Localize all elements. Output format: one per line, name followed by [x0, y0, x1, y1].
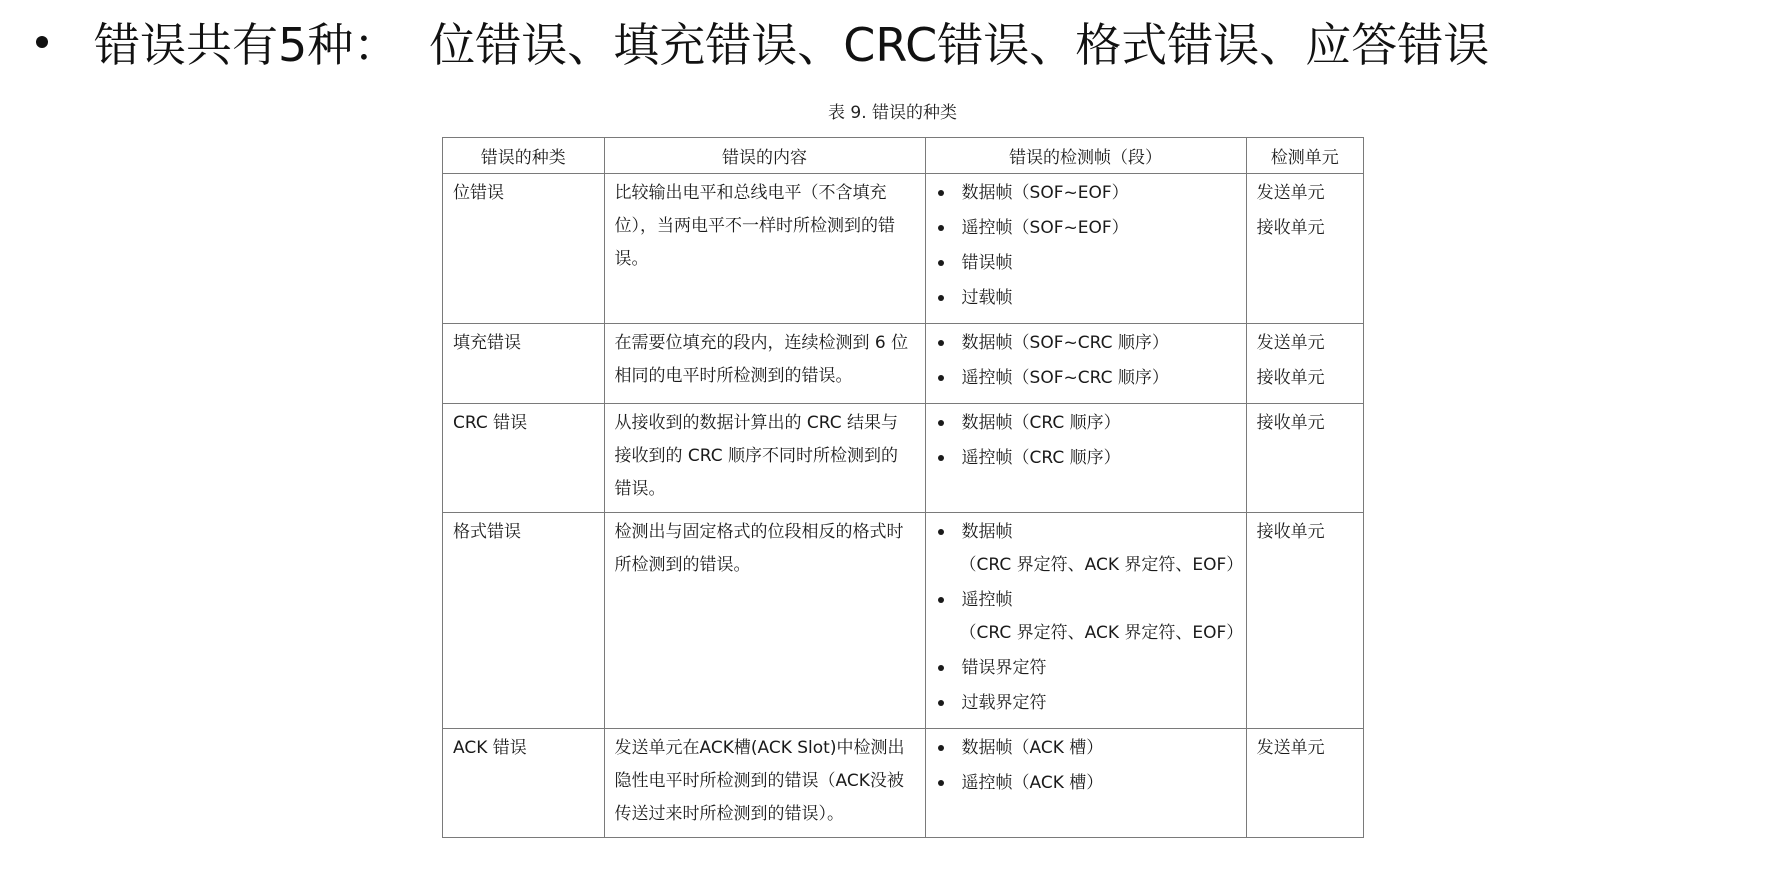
list-item [936, 584, 1244, 650]
detection-unit: 接收单元 [1256, 218, 1325, 238]
table-row [443, 513, 1364, 729]
error-types-table [442, 137, 1364, 838]
header-detection-unit: 检测单元 [1246, 138, 1363, 174]
frame-list [936, 407, 1236, 475]
error-description: 比较输出电平和总线电平（不含填充位），当两电平不一样时所检测到的错误。 [614, 183, 896, 269]
bullet-icon [938, 665, 944, 671]
table-caption: 表 9. 错误的种类 [827, 103, 958, 123]
frame-label: 错误帧 [961, 253, 1013, 273]
bullet-icon [938, 700, 944, 706]
list-item [936, 687, 1236, 720]
error-description: 从接收到的数据计算出的 CRC 结果与接收到的 CRC 顺序不同时所检测到的错误。 [614, 413, 899, 499]
list-item [936, 282, 1236, 315]
cell-detection-frames [925, 324, 1246, 404]
bullet-icon [36, 36, 48, 48]
frame-label: 过载帧 [961, 288, 1013, 308]
list-item [936, 516, 1244, 582]
frame-label: 错误界定符 [961, 658, 1047, 678]
error-description: 检测出与固定格式的位段相反的格式时所检测到的错误。 [614, 522, 904, 575]
detection-unit: 发送单元 [1256, 333, 1325, 353]
bullet-icon [938, 260, 944, 266]
bullet-icon [938, 420, 944, 426]
cell-error-content [604, 729, 925, 838]
cell-error-kind: CRC 错误 [443, 404, 605, 513]
cell-error-kind: 格式错误 [443, 513, 605, 729]
frame-label: 数据帧 [961, 522, 1013, 542]
heading-error-types: 位错误、填充错误、CRC错误、格式错误、应答错误 [429, 18, 1490, 72]
error-description: 在需要位填充的段内，连续检测到 6 位相同的电平时所检测到的错误。 [614, 333, 909, 386]
list-item [936, 442, 1236, 475]
list-item [936, 327, 1236, 360]
frame-list [936, 177, 1236, 315]
cell-error-content [604, 513, 925, 729]
detection-unit: 接收单元 [1256, 522, 1325, 542]
heading-lead: 错误共有5种： [94, 18, 400, 72]
list-item [936, 177, 1236, 210]
frame-label: 遥控帧（ACK 槽） [961, 773, 1104, 793]
frame-fields: （CRC 界定符、ACK 界定符、EOF） [959, 555, 1244, 575]
table-body [443, 174, 1364, 838]
cell-error-content [604, 404, 925, 513]
cell-detection-frames [925, 513, 1246, 729]
frame-label: 过载界定符 [961, 693, 1047, 713]
cell-detection-unit [1246, 324, 1363, 404]
bullet-icon [938, 340, 944, 346]
frame-label: 数据帧（SOF~EOF） [961, 183, 1129, 203]
list-item [936, 362, 1236, 395]
header-error-content: 错误的内容 [604, 138, 925, 174]
frame-list [936, 732, 1236, 800]
cell-detection-frames [925, 404, 1246, 513]
table-row [443, 174, 1364, 324]
cell-error-kind: 填充错误 [443, 324, 605, 404]
header-error-kind: 错误的种类 [443, 138, 605, 174]
frame-label: 遥控帧（CRC 顺序） [961, 448, 1121, 468]
cell-detection-frames [925, 174, 1246, 324]
list-item [936, 652, 1236, 685]
detection-unit: 接收单元 [1256, 413, 1325, 433]
cell-error-kind: 位错误 [443, 174, 605, 324]
cell-error-content [604, 324, 925, 404]
bullet-icon [938, 745, 944, 751]
bullet-icon [938, 780, 944, 786]
list-item [936, 407, 1236, 440]
detection-unit: 接收单元 [1256, 368, 1325, 388]
frame-label: 数据帧（ACK 槽） [961, 738, 1104, 758]
cell-detection-frames [925, 729, 1246, 838]
bullet-icon [938, 597, 944, 603]
bullet-icon [938, 295, 944, 301]
frame-label: 数据帧（CRC 顺序） [961, 413, 1121, 433]
table-row [443, 729, 1364, 838]
bullet-icon [938, 375, 944, 381]
table-row [443, 324, 1364, 404]
frame-label: 遥控帧 [961, 590, 1013, 610]
cell-detection-unit [1246, 729, 1363, 838]
detection-unit: 发送单元 [1256, 738, 1325, 758]
bullet-icon [938, 190, 944, 196]
list-item [936, 767, 1236, 800]
detection-unit: 发送单元 [1256, 183, 1325, 203]
frame-list [936, 516, 1244, 720]
table-header-row [443, 138, 1364, 174]
bullet-icon [938, 529, 944, 535]
table-row [443, 404, 1364, 513]
list-item [936, 732, 1236, 765]
bullet-icon [938, 455, 944, 461]
cell-error-kind: ACK 错误 [443, 729, 605, 838]
list-item [936, 247, 1236, 280]
cell-detection-unit [1246, 513, 1363, 729]
frame-label: 遥控帧（SOF~CRC 顺序） [961, 368, 1169, 388]
header-detection-frames: 错误的检测帧（段） [925, 138, 1246, 174]
slide-heading [30, 12, 1489, 72]
frame-list [936, 327, 1236, 395]
cell-detection-unit [1246, 404, 1363, 513]
frame-fields: （CRC 界定符、ACK 界定符、EOF） [959, 623, 1244, 643]
cell-detection-unit [1246, 174, 1363, 324]
frame-label: 数据帧（SOF~CRC 顺序） [961, 333, 1169, 353]
bullet-icon [938, 225, 944, 231]
error-description: 发送单元在ACK槽(ACK Slot)中检测出隐性电平时所检测到的错误（ACK没被传送过来时所检测到的错误）。 [614, 738, 905, 824]
cell-error-content [604, 174, 925, 324]
list-item [936, 212, 1236, 245]
frame-label: 遥控帧（SOF~EOF） [961, 218, 1129, 238]
